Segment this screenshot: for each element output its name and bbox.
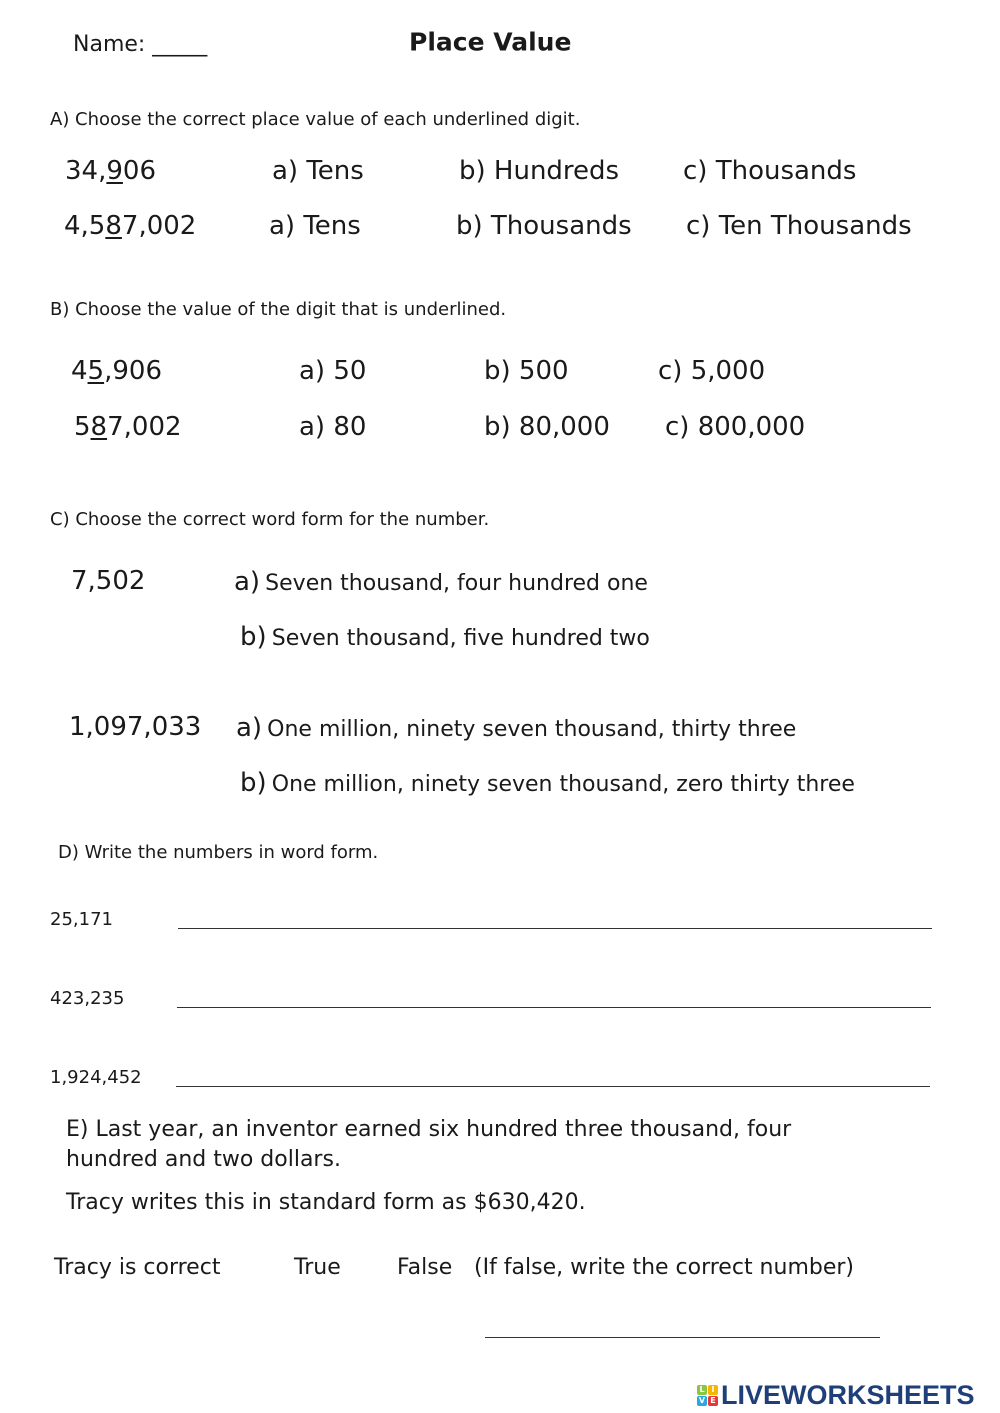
question-number: 423,235 xyxy=(50,988,125,1009)
section-e-text: Tracy writes this in standard form as $630,420. xyxy=(66,1190,586,1215)
page-title: Place Value xyxy=(409,27,572,57)
name-field-label: Name: _____ xyxy=(73,32,208,57)
option-c[interactable]: c) Thousands xyxy=(683,156,857,186)
answer-line[interactable] xyxy=(177,1007,931,1008)
option-c[interactable]: c) 800,000 xyxy=(665,412,806,442)
option-b[interactable]: b) 500 xyxy=(484,356,569,386)
option-a[interactable]: a) 80 xyxy=(299,412,367,442)
option-c[interactable]: c) 5,000 xyxy=(658,356,766,386)
question-number: 4,587,002 xyxy=(64,211,197,241)
option-b[interactable]: b) Seven thousand, five hundred two xyxy=(240,622,650,652)
answer-line[interactable] xyxy=(178,928,932,929)
option-b[interactable]: b) One million, ninety seven thousand, zero thirty three xyxy=(240,768,855,798)
option-a[interactable]: a) Tens xyxy=(269,211,361,241)
question-number: 34,906 xyxy=(65,156,156,186)
section-e-text: E) Last year, an inventor earned six hundred three thousand, four xyxy=(66,1117,792,1142)
liveworksheets-logo xyxy=(697,1380,975,1411)
option-a[interactable]: a) One million, ninety seven thousand, thirty three xyxy=(236,713,797,743)
instruction: (If false, write the correct number) xyxy=(474,1255,855,1280)
section-b-heading: B) Choose the value of the digit that is underlined. xyxy=(50,299,507,320)
question-number: 1,097,033 xyxy=(69,712,202,742)
option-c[interactable]: c) Ten Thousands xyxy=(686,211,912,241)
answer-line[interactable] xyxy=(176,1086,930,1087)
option-b[interactable]: b) 80,000 xyxy=(484,412,610,442)
option-a[interactable]: a) 50 xyxy=(299,356,367,386)
option-b[interactable]: b) Hundreds xyxy=(459,156,620,186)
logo-text: LIVEWORKSHEETS xyxy=(721,1380,975,1410)
option-b[interactable]: b) Thousands xyxy=(456,211,632,241)
section-c-heading: C) Choose the correct word form for the number. xyxy=(50,509,490,530)
section-a-heading: A) Choose the correct place value of each underlined digit. xyxy=(50,109,581,130)
option-false[interactable]: False xyxy=(397,1255,453,1280)
answer-line[interactable] xyxy=(485,1337,880,1338)
logo-tiles-icon: L I V E xyxy=(697,1385,718,1406)
question-number: 7,502 xyxy=(71,566,146,596)
section-d-heading: D) Write the numbers in word form. xyxy=(58,842,379,863)
option-a[interactable]: a) Tens xyxy=(272,156,364,186)
section-e-text: hundred and two dollars. xyxy=(66,1147,341,1172)
question-number: 25,171 xyxy=(50,909,113,930)
statement: Tracy is correct xyxy=(54,1255,221,1280)
option-true[interactable]: True xyxy=(294,1255,341,1280)
question-number: 45,906 xyxy=(71,356,162,386)
question-number: 1,924,452 xyxy=(50,1067,142,1088)
question-number: 587,002 xyxy=(74,412,182,442)
option-a[interactable]: a) Seven thousand, four hundred one xyxy=(234,567,648,597)
